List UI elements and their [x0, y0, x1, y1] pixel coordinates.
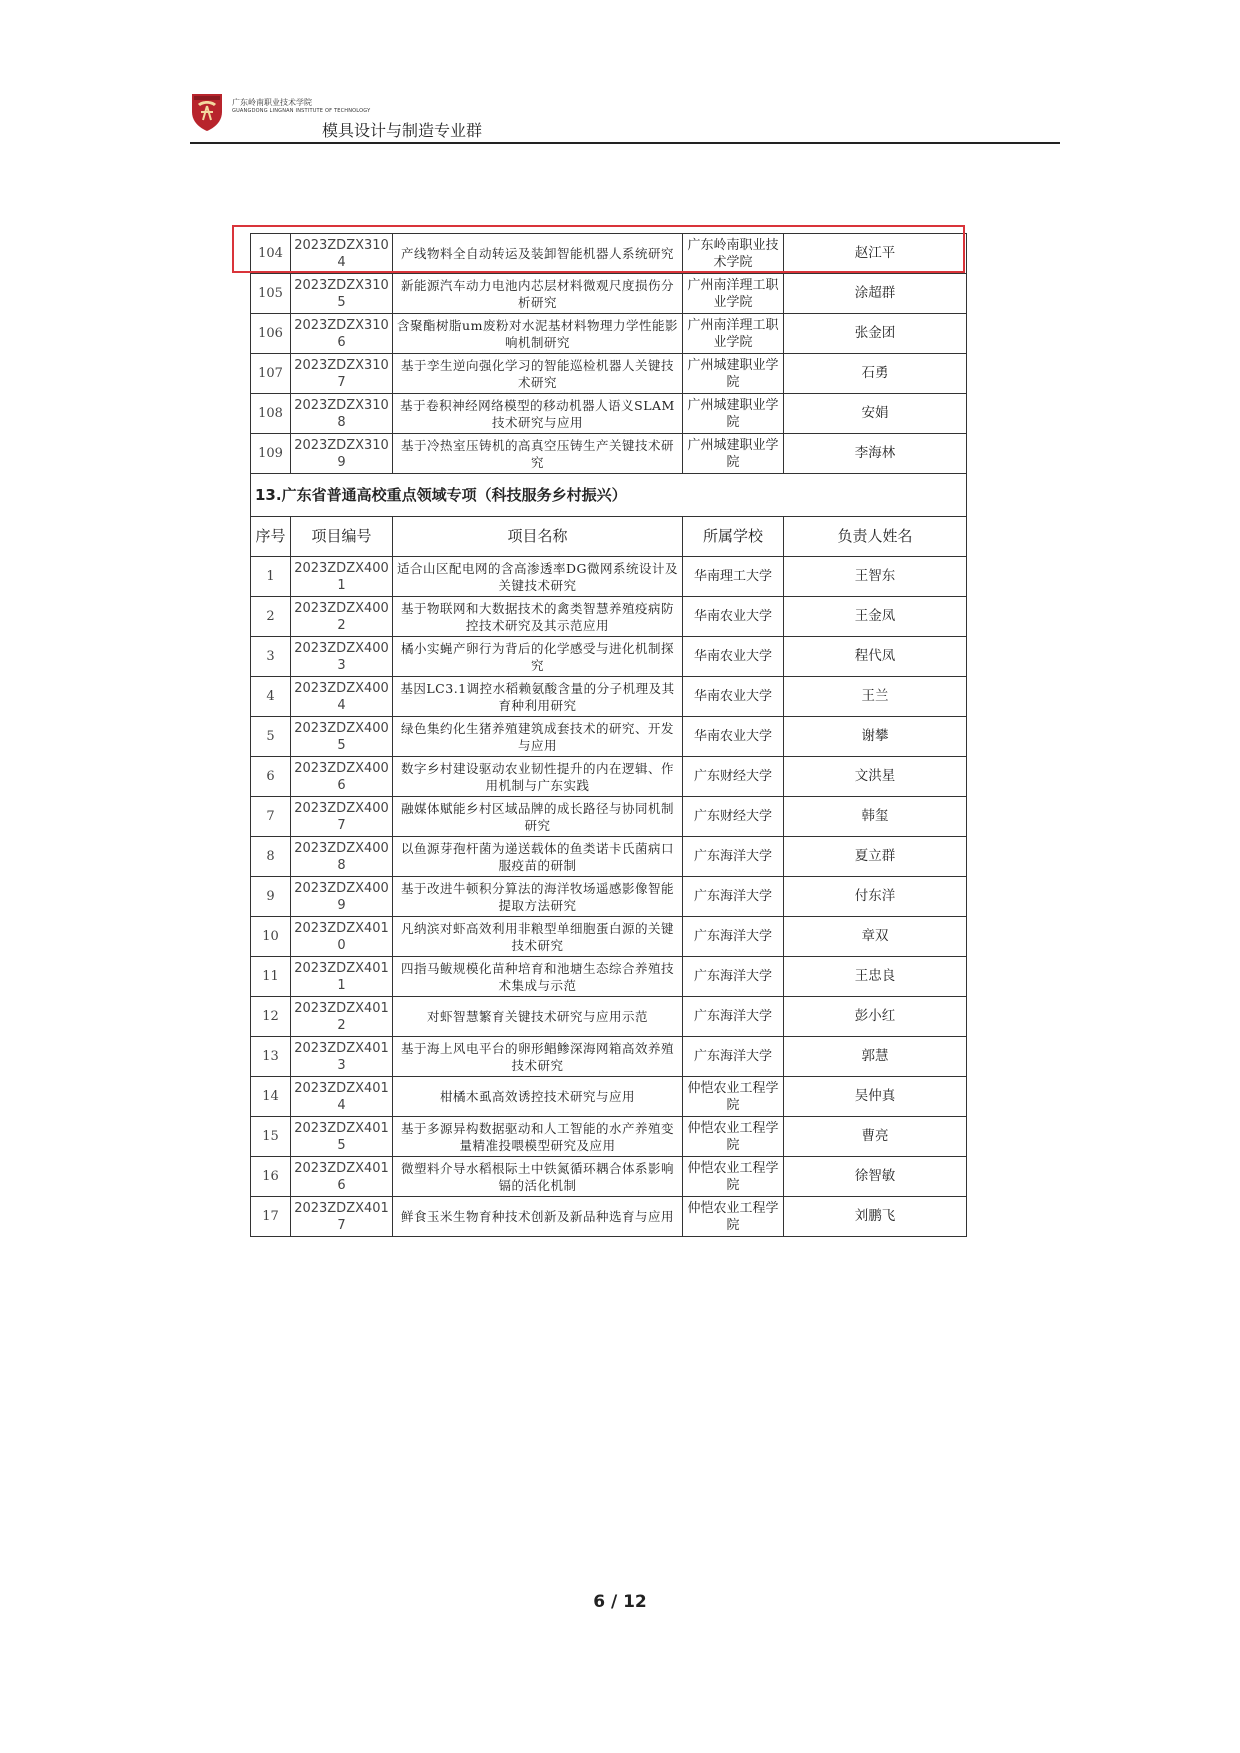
cell-school: 华南农业大学	[683, 597, 784, 637]
cell-person: 曹亮	[784, 1117, 967, 1157]
cell-project-name: 鲜食玉米生物育种技术创新及新品种选育与应用	[393, 1197, 683, 1237]
cell-school: 仲恺农业工程学院	[683, 1197, 784, 1237]
cell-code: 2023ZDZX4008	[291, 837, 393, 877]
cell-person: 安娟	[784, 394, 967, 434]
column-header-no: 序号	[251, 517, 291, 557]
column-header-person: 负责人姓名	[784, 517, 967, 557]
cell-school: 广州城建职业学院	[683, 354, 784, 394]
column-header-school: 所属学校	[683, 517, 784, 557]
table-row	[251, 1197, 967, 1237]
cell-project-name: 微塑料介导水稻根际土中铁氮循环耦合体系影响镉的活化机制	[393, 1157, 683, 1197]
cell-no: 104	[251, 234, 291, 274]
cell-school: 广东海洋大学	[683, 957, 784, 997]
cell-code: 2023ZDZX4004	[291, 677, 393, 717]
cell-code: 2023ZDZX3106	[291, 314, 393, 354]
cell-code: 2023ZDZX3104	[291, 234, 393, 274]
cell-person: 谢攀	[784, 717, 967, 757]
cell-school: 广州城建职业学院	[683, 434, 784, 474]
cell-no: 8	[251, 837, 291, 877]
table-row	[251, 274, 967, 314]
cell-no: 5	[251, 717, 291, 757]
cell-no: 14	[251, 1077, 291, 1117]
cell-school: 仲恺农业工程学院	[683, 1077, 784, 1117]
project-table	[250, 233, 967, 1237]
cell-no: 109	[251, 434, 291, 474]
cell-project-name: 以鱼源芽孢杆菌为递送载体的鱼类诺卡氏菌病口服疫苗的研制	[393, 837, 683, 877]
cell-school: 广东海洋大学	[683, 997, 784, 1037]
cell-school: 仲恺农业工程学院	[683, 1117, 784, 1157]
cell-person: 付东洋	[784, 877, 967, 917]
cell-person: 石勇	[784, 354, 967, 394]
cell-school: 广东海洋大学	[683, 1037, 784, 1077]
cell-code: 2023ZDZX4015	[291, 1117, 393, 1157]
cell-person: 文洪星	[784, 757, 967, 797]
cell-school: 广州城建职业学院	[683, 394, 784, 434]
column-header-name: 项目名称	[393, 517, 683, 557]
table-row	[251, 354, 967, 394]
cell-project-name: 数字乡村建设驱动农业韧性提升的内在逻辑、作用机制与广东实践	[393, 757, 683, 797]
cell-code: 2023ZDZX4013	[291, 1037, 393, 1077]
cell-person: 徐智敏	[784, 1157, 967, 1197]
table-row	[251, 717, 967, 757]
table2-body	[251, 557, 967, 1237]
cell-school: 广东海洋大学	[683, 917, 784, 957]
cell-project-name: 基因LC3.1调控水稻赖氨酸含量的分子机理及其育种利用研究	[393, 677, 683, 717]
cell-person: 刘鹏飞	[784, 1197, 967, 1237]
cell-project-name: 对虾智慧繁育关键技术研究与应用示范	[393, 997, 683, 1037]
cell-code: 2023ZDZX4005	[291, 717, 393, 757]
cell-code: 2023ZDZX4009	[291, 877, 393, 917]
cell-school: 广东岭南职业技术学院	[683, 234, 784, 274]
table-row	[251, 797, 967, 837]
table-row	[251, 757, 967, 797]
cell-person: 郭慧	[784, 1037, 967, 1077]
section-block	[251, 474, 967, 557]
cell-no: 106	[251, 314, 291, 354]
cell-code: 2023ZDZX3108	[291, 394, 393, 434]
cell-project-name: 适合山区配电网的含高渗透率DG微网系统设计及关键技术研究	[393, 557, 683, 597]
cell-no: 17	[251, 1197, 291, 1237]
cell-no: 15	[251, 1117, 291, 1157]
cell-project-name: 基于物联网和大数据技术的禽类智慧养殖疫病防控技术研究及其示范应用	[393, 597, 683, 637]
cell-no: 13	[251, 1037, 291, 1077]
cell-code: 2023ZDZX4012	[291, 997, 393, 1037]
cell-project-name: 基于冷热室压铸机的高真空压铸生产关键技术研究	[393, 434, 683, 474]
section-title-row	[251, 474, 967, 517]
cell-person: 夏立群	[784, 837, 967, 877]
table-row	[251, 877, 967, 917]
cell-school: 广州南洋理工职业学院	[683, 314, 784, 354]
column-header-code: 项目编号	[291, 517, 393, 557]
cell-no: 2	[251, 597, 291, 637]
logo-name-cn: 广东岭南职业技术学院	[232, 98, 312, 107]
cell-no: 7	[251, 797, 291, 837]
cell-code: 2023ZDZX4006	[291, 757, 393, 797]
cell-project-name: 新能源汽车动力电池内芯层材料微观尺度损伤分析研究	[393, 274, 683, 314]
cell-person: 赵江平	[784, 234, 967, 274]
cell-person: 张金团	[784, 314, 967, 354]
cell-code: 2023ZDZX4007	[291, 797, 393, 837]
cell-code: 2023ZDZX4003	[291, 637, 393, 677]
logo-text	[232, 98, 370, 114]
page-number: 6 / 12	[593, 1592, 647, 1612]
table-row	[251, 1037, 967, 1077]
cell-no: 105	[251, 274, 291, 314]
table-row	[251, 1077, 967, 1117]
cell-school: 华南理工大学	[683, 557, 784, 597]
school-logo-icon	[190, 90, 224, 132]
cell-no: 9	[251, 877, 291, 917]
cell-project-name: 四指马鲅规模化苗种培育和池塘生态综合养殖技术集成与示范	[393, 957, 683, 997]
cell-person: 李海林	[784, 434, 967, 474]
cell-project-name: 基于孪生逆向强化学习的智能巡检机器人关键技术研究	[393, 354, 683, 394]
cell-person: 韩玺	[784, 797, 967, 837]
cell-project-name: 基于多源异构数据驱动和人工智能的水产养殖变量精准投喂模型研究及应用	[393, 1117, 683, 1157]
cell-no: 10	[251, 917, 291, 957]
table-row	[251, 1157, 967, 1197]
header-divider	[190, 142, 1060, 144]
cell-person: 章双	[784, 917, 967, 957]
cell-project-name: 基于卷积神经网络模型的移动机器人语义SLAM技术研究与应用	[393, 394, 683, 434]
cell-code: 2023ZDZX3107	[291, 354, 393, 394]
cell-project-name: 绿色集约化生猪养殖建筑成套技术的研究、开发与应用	[393, 717, 683, 757]
cell-no: 12	[251, 997, 291, 1037]
cell-person: 吴仲真	[784, 1077, 967, 1117]
table-row	[251, 314, 967, 354]
cell-school: 广东财经大学	[683, 797, 784, 837]
cell-person: 王金凤	[784, 597, 967, 637]
cell-project-name: 产线物料全自动转运及装卸智能机器人系统研究	[393, 234, 683, 274]
table-row	[251, 637, 967, 677]
table-row	[251, 677, 967, 717]
cell-project-name: 橘小实蝇产卵行为背后的化学感受与进化机制探究	[393, 637, 683, 677]
table-row	[251, 597, 967, 637]
table-row	[251, 557, 967, 597]
cell-project-name: 凡纳滨对虾高效利用非粮型单细胞蛋白源的关键技术研究	[393, 917, 683, 957]
table-row	[251, 917, 967, 957]
table-row	[251, 957, 967, 997]
cell-person: 彭小红	[784, 997, 967, 1037]
cell-school: 广州南洋理工职业学院	[683, 274, 784, 314]
logo-name-en: GUANGDONG LINGNAN INSTITUTE OF TECHNOLOGY	[232, 108, 371, 114]
cell-project-name: 基于海上风电平台的卵形鲳鲹深海网箱高效养殖技术研究	[393, 1037, 683, 1077]
table-row	[251, 1117, 967, 1157]
page-title: 模具设计与制造专业群	[322, 121, 483, 140]
table-row	[251, 997, 967, 1037]
cell-project-name: 柑橘木虱高效诱控技术研究与应用	[393, 1077, 683, 1117]
cell-school: 广东海洋大学	[683, 877, 784, 917]
cell-no: 4	[251, 677, 291, 717]
cell-code: 2023ZDZX3109	[291, 434, 393, 474]
cell-person: 涂超群	[784, 274, 967, 314]
table-row	[251, 837, 967, 877]
cell-school: 仲恺农业工程学院	[683, 1157, 784, 1197]
page-header	[190, 90, 1060, 145]
cell-project-name: 基于改进牛顿积分算法的海洋牧场遥感影像智能提取方法研究	[393, 877, 683, 917]
cell-school: 广东财经大学	[683, 757, 784, 797]
cell-school: 华南农业大学	[683, 637, 784, 677]
cell-person: 程代凤	[784, 637, 967, 677]
cell-no: 1	[251, 557, 291, 597]
cell-code: 2023ZDZX4011	[291, 957, 393, 997]
cell-project-name: 融媒体赋能乡村区域品牌的成长路径与协同机制研究	[393, 797, 683, 837]
cell-no: 16	[251, 1157, 291, 1197]
cell-person: 王智东	[784, 557, 967, 597]
cell-no: 108	[251, 394, 291, 434]
highlight-box	[232, 225, 965, 273]
cell-person: 王兰	[784, 677, 967, 717]
cell-school: 华南农业大学	[683, 717, 784, 757]
cell-no: 107	[251, 354, 291, 394]
cell-no: 3	[251, 637, 291, 677]
cell-code: 2023ZDZX4010	[291, 917, 393, 957]
cell-code: 2023ZDZX4017	[291, 1197, 393, 1237]
cell-no: 11	[251, 957, 291, 997]
cell-school: 广东海洋大学	[683, 837, 784, 877]
cell-person: 王忠良	[784, 957, 967, 997]
cell-project-name: 含聚酯树脂um废粉对水泥基材料物理力学性能影响机制研究	[393, 314, 683, 354]
cell-code: 2023ZDZX4002	[291, 597, 393, 637]
table-row	[251, 394, 967, 434]
cell-no: 6	[251, 757, 291, 797]
table-row	[251, 434, 967, 474]
cell-code: 2023ZDZX4016	[291, 1157, 393, 1197]
column-header-row	[251, 517, 967, 557]
cell-code: 2023ZDZX4014	[291, 1077, 393, 1117]
cell-code: 2023ZDZX4001	[291, 557, 393, 597]
section-title: 13.广东省普通高校重点领域专项（科技服务乡村振兴）	[251, 474, 967, 517]
cell-school: 华南农业大学	[683, 677, 784, 717]
cell-code: 2023ZDZX3105	[291, 274, 393, 314]
